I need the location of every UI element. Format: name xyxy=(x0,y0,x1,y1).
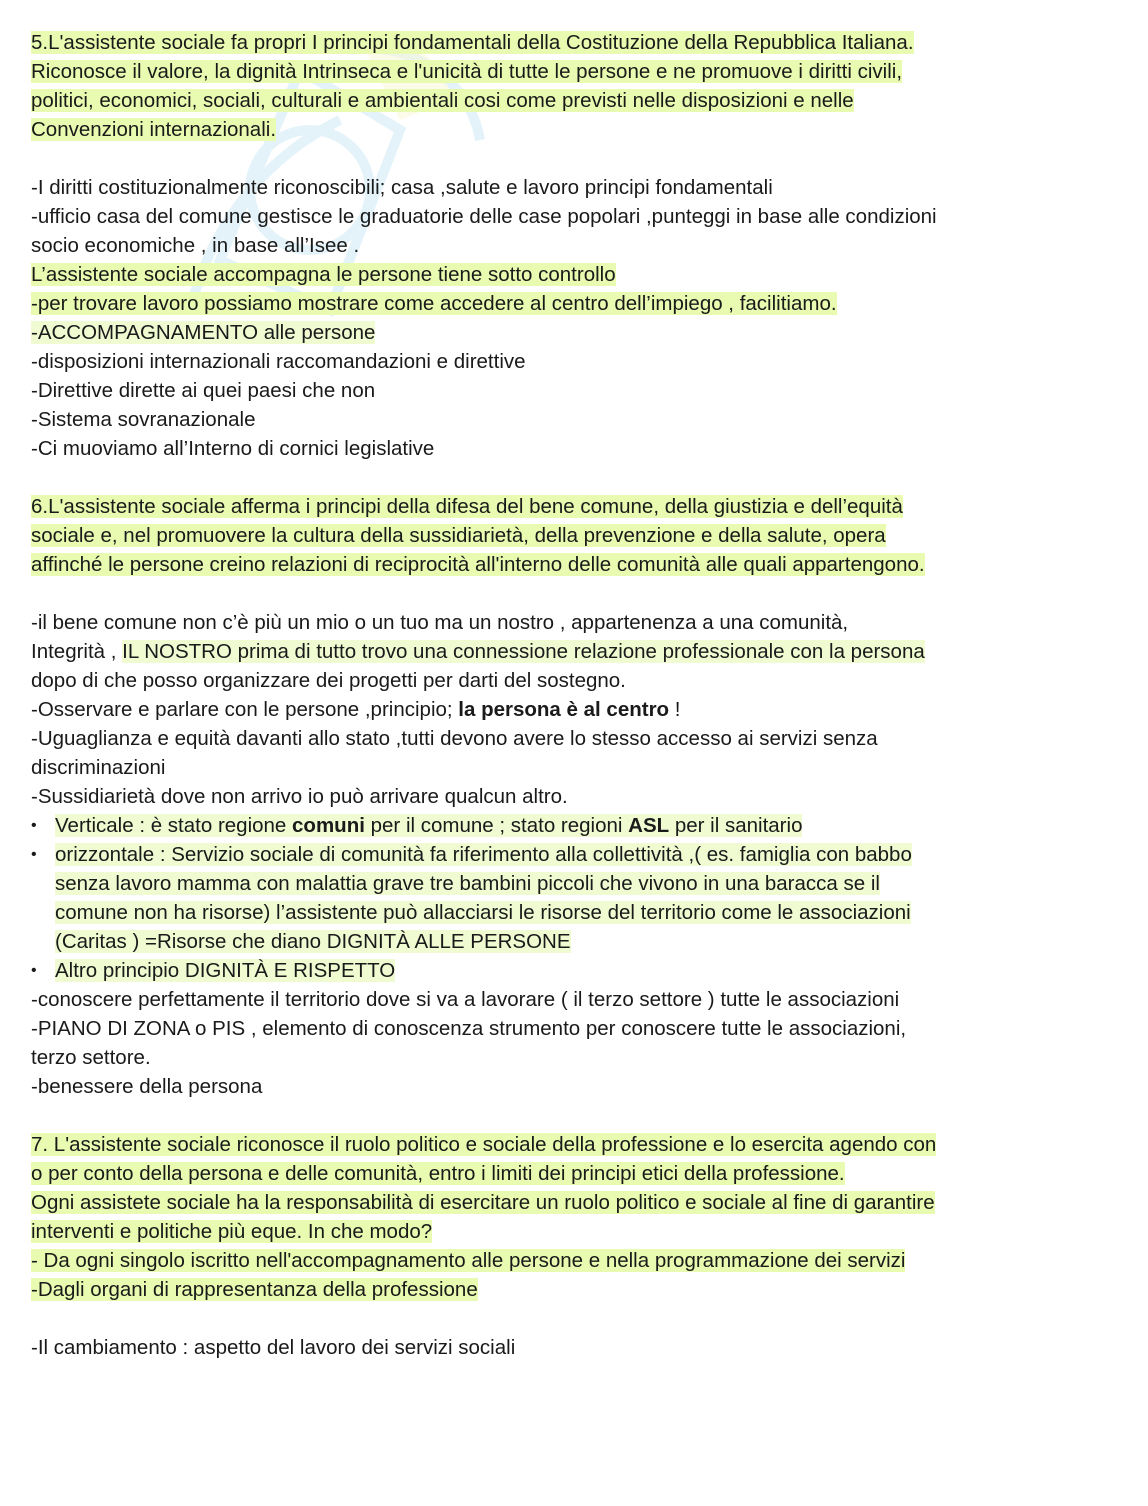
section-6-notes xyxy=(31,608,1126,1101)
note-line: -ufficio casa del comune gestisce le graduatorie delle case popolari ,punteggi in base alle condizioni xyxy=(31,205,937,228)
paragraph-line: Riconosce il valore, la dignità Intrinseca e l'unicità di tutte le persone e ne promuove i diritti civili, xyxy=(31,60,903,83)
note-text: Integrità , xyxy=(31,640,123,663)
note-line: terzo settore. xyxy=(31,1046,151,1069)
note-line: L’assistente sociale accompagna le persone tiene sotto controllo xyxy=(31,263,616,286)
paragraph-line: 5.L'assistente sociale fa propri I principi fondamentali della Costituzione della Repubblica Italiana. xyxy=(31,31,914,54)
bullet-text: Verticale : è stato regione comuni per il comune ; stato regioni ASL per il sanitario xyxy=(55,814,803,837)
note-line: -conoscere perfettamente il territorio dove si va a lavorare ( il terzo settore ) tutte le associazioni xyxy=(31,988,900,1011)
note-line: -disposizioni internazionali raccomandazioni e direttive xyxy=(31,350,526,373)
section-7-heading xyxy=(31,1130,1126,1304)
note-line xyxy=(31,695,1126,724)
paragraph-line: o per conto della persona e delle comunità, entro i limiti dei principi etici della professione. xyxy=(31,1162,845,1185)
section-6-heading xyxy=(31,492,1126,579)
bullet-item xyxy=(31,840,1126,869)
paragraph-line: -Dagli organi di rappresentanza della professione xyxy=(31,1278,478,1301)
bullet-item xyxy=(31,956,1126,985)
paragraph-line: interventi e politiche più eque. In che modo? xyxy=(31,1220,433,1243)
note-line: -PIANO DI ZONA o PIS , elemento di conoscenza strumento per conoscere tutte le associazioni, xyxy=(31,1017,907,1040)
paragraph-line: affinché le persone creino relazioni di reciprocità all'interno delle comunità alle quali appartengono. xyxy=(31,553,925,576)
section-5-notes xyxy=(31,173,1126,463)
note-text: ! xyxy=(669,698,681,721)
note-line: -Sussidiarietà dove non arrivo io può arrivare qualcun altro. xyxy=(31,785,568,808)
bullet-text: Altro principio DIGNITÀ E RISPETTO xyxy=(55,959,396,982)
bullet-icon: • xyxy=(31,817,37,834)
paragraph-line: sociale e, nel promuovere la cultura della sussidiarietà, della prevenzione e della salute, opera xyxy=(31,524,886,547)
note-line: -Direttive dirette ai quei paesi che non xyxy=(31,379,376,402)
note-line: -ACCOMPAGNAMENTO alle persone xyxy=(31,321,376,344)
note-line: -per trovare lavoro possiamo mostrare come accedere al centro dell’impiego , facilitiamo. xyxy=(31,292,837,315)
highlighted-text: IL NOSTRO prima di tutto trovo una connessione relazione professionale con la persona xyxy=(122,640,925,663)
note-line: -il bene comune non c’è più un mio o un tuo ma un nostro , appartenenza a una comunità, xyxy=(31,611,849,634)
note-line: socio economiche , in base all’Isee . xyxy=(31,234,360,257)
paragraph-line: 7. L'assistente sociale riconosce il ruolo politico e sociale della professione e lo esercita agendo con xyxy=(31,1133,937,1156)
paragraph-line: Ogni assistete sociale ha la responsabilità di esercitare un ruolo politico e sociale al fine di garantire xyxy=(31,1191,935,1214)
bullet-icon: • xyxy=(31,846,37,863)
paragraph-line: - Da ogni singolo iscritto nell'accompagnamento alle persone e nella programmazione dei servizi xyxy=(31,1249,906,1272)
paragraph-line: politici, economici, sociali, culturali e ambientali cosi come previsti nelle disposizioni e nelle xyxy=(31,89,854,112)
document-page xyxy=(31,28,1126,1362)
bullet-item xyxy=(31,811,1126,840)
note-line: dopo di che posso organizzare dei progetti per darti del sostegno. xyxy=(31,669,626,692)
section-5-heading xyxy=(31,28,1126,144)
note-line: -I diritti costituzionalmente riconoscibili; casa ,salute e lavoro principi fondamentali xyxy=(31,176,773,199)
bullet-continuation: (Caritas ) =Risorse che diano DIGNITÀ ALLE PERSONE xyxy=(55,930,571,953)
bold-text: la persona è al centro xyxy=(458,698,670,721)
note-line: -Uguaglianza e equità davanti allo stato ,tutti devono avere lo stesso accesso ai servizi senza xyxy=(31,727,878,750)
paragraph-line: 6.L'assistente sociale afferma i principi della difesa del bene comune, della giustizia e dell’equità xyxy=(31,495,903,518)
bullet-text: orizzontale : Servizio sociale di comunità fa riferimento alla collettività ,( es. famiglia con babbo xyxy=(55,843,912,866)
note-line: discriminazioni xyxy=(31,756,166,779)
bullet-continuation: comune non ha risorse) l’assistente può allacciarsi le risorse del territorio come le associazioni xyxy=(55,901,911,924)
note-line: -Il cambiamento : aspetto del lavoro dei servizi sociali xyxy=(31,1336,516,1359)
paragraph-line: Convenzioni internazionali. xyxy=(31,118,277,141)
note-line: -Sistema sovranazionale xyxy=(31,408,256,431)
note-line: -Ci muoviamo all’Interno di cornici legislative xyxy=(31,437,435,460)
note-text: -Osservare e parlare con le persone ,principio; xyxy=(31,698,459,721)
note-line xyxy=(31,637,1126,666)
bullet-continuation: senza lavoro mamma con malattia grave tre bambini piccoli che vivono in una baracca se il xyxy=(55,872,880,895)
note-line: -benessere della persona xyxy=(31,1075,263,1098)
bullet-icon: • xyxy=(31,962,37,979)
